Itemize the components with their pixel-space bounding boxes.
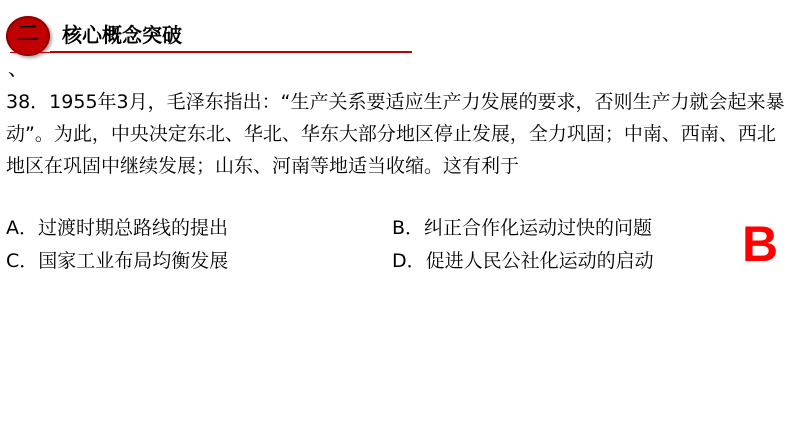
section-number-comma: 、	[8, 56, 28, 80]
section-title: 核心概念突破	[62, 23, 182, 47]
option-c: C．国家工业布局均衡发展	[6, 250, 229, 272]
header-divider	[50, 51, 412, 53]
question-text: 38．1955年3月，毛泽东指出：“生产关系要适应生产力发展的要求，否则生产力就会起来暴动”。为此，中央决定东北、华北、华东大部分地区停止发展，全力巩固；中南、西南、西北地区在巩固中继续发展；山东、河南等地适当收缩。这有利于	[6, 91, 785, 177]
section-number-badge	[6, 16, 50, 56]
option-b: B．纠正合作化运动过快的问题	[392, 217, 653, 239]
option-d: D．促进人民公社化运动的启动	[392, 250, 654, 272]
option-a: A．过渡时期总路线的提出	[6, 217, 228, 239]
section-number: 二	[16, 22, 39, 47]
section-header	[0, 0, 794, 80]
answer-label: B	[742, 216, 779, 272]
header-divider-left	[10, 52, 50, 53]
